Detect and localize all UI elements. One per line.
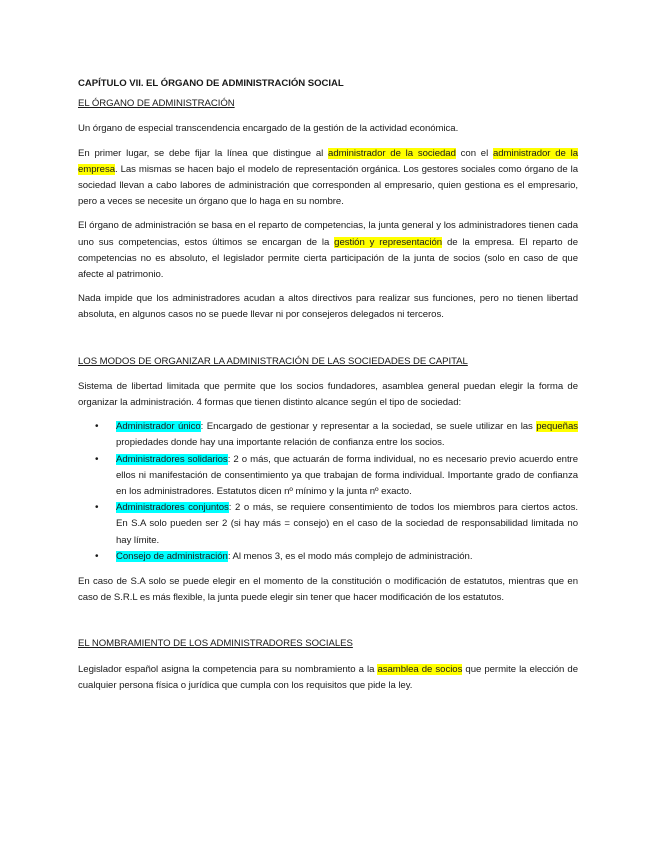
text-run: propiedades donde hay una importante relación de confianza entre los socios.	[116, 437, 445, 449]
paragraph: Nada impide que los administradores acudan a altos directivos para realizar sus funciones, pero no tienen libertad absoluta, en algunos casos no se puede llevar ni por consejeros delegados ni terceros.	[78, 293, 578, 321]
document-page	[78, 76, 578, 702]
section-heading-organo: EL ÓRGANO DE ADMINISTRACIÓN	[78, 98, 235, 110]
section-heading-nombramiento: EL NOMBRAMIENTO DE LOS ADMINISTRADORES SOCIALES	[78, 638, 353, 650]
highlighted-text: pequeñas	[536, 421, 578, 433]
bullet-icon: •	[95, 421, 99, 433]
section-heading-modos: LOS MODOS DE ORGANIZAR LA ADMINISTRACIÓN DE LAS SOCIEDADES DE CAPITAL	[78, 355, 468, 367]
list-item	[95, 419, 578, 451]
bullet-icon: •	[95, 550, 99, 562]
chapter-title: CAPÍTULO VII. EL ÓRGANO DE ADMINISTRACIÓN SOCIAL	[78, 78, 344, 89]
highlighted-term: Administradores conjuntos	[116, 502, 229, 514]
highlighted-term: Administrador único	[116, 421, 201, 433]
bullet-list	[78, 419, 578, 565]
highlighted-text: administrador de la sociedad	[328, 147, 456, 159]
text-run: : 2 o más, se requiere consentimiento de todos los miembros para ciertos actos. En S.A solo pueden ser 2 (si hay más = consejo) en el caso de la sociedad de responsabilidad limitada no hay límite.	[116, 502, 578, 546]
text-run: El órgano de administración se basa en el reparto de competencias, la junta general y los administradores tienen cada uno sus competencias, estos últimos se encargan de la	[78, 220, 578, 248]
highlighted-text: administrador de la empresa	[78, 147, 578, 175]
paragraph: Un órgano de especial transcendencia encargado de la gestión de la actividad económica.	[78, 123, 459, 135]
bullet-icon: •	[95, 453, 99, 465]
paragraph: En caso de S.A solo se puede elegir en el momento de la constitución o modificación de estatutos, mientras que en caso de S.R.L es más flexible, la junta puede elegir sin tener que hacer modificación de los estatutos.	[78, 576, 578, 604]
text-run: En primer lugar, se debe fijar la línea que distingue al	[78, 147, 329, 159]
list-item	[95, 452, 578, 501]
text-run: : Al menos 3, es el modo más complejo de administración.	[227, 550, 473, 562]
paragraph: Sistema de libertad limitada que permite que los socios fundadores, asamblea general puedan elegir la forma de organizar la administración. 4 formas que tienen distinto alcance según el tipo de sociedad:	[78, 380, 578, 409]
highlighted-text: gestión y representación	[334, 236, 443, 248]
list-item	[95, 549, 578, 565]
highlighted-term: Consejo de administración	[116, 550, 228, 562]
text-run: que permite la elección de cualquier persona física o jurídica que cumpla con los requisitos que pide la ley.	[78, 663, 578, 691]
highlighted-term: Administradores solidarios	[116, 453, 228, 465]
text-run: : 2 o más, que actuarán de forma individual, no es necesario previo acuerdo entre ellos ni manifestación de consentimiento ya que trabajan de forma individual. Importante grado de confianza en los administradores. Estatutos dicen nº mínimo y la junta nº exacto.	[116, 453, 578, 498]
text-run: . Las mismas se hacen bajo el modelo de representación orgánica. Los gestores sociales como órgano de la sociedad llevan a cabo labores de administración que corresponden al empresario, quien gestiona es el empresario, pero a veces se necesite un órgano que lo haga en su nombre.	[78, 163, 578, 208]
paragraph	[78, 662, 578, 694]
bullet-icon: •	[95, 502, 99, 514]
highlighted-text: asamblea de socios	[377, 663, 463, 675]
text-run: de la empresa. El reparto de competencias no es absoluto, el legislador permite cierta participación de la junta de socios (solo en caso de que afecte al patrimonio.	[78, 236, 578, 281]
spacer	[78, 332, 578, 354]
list-item	[95, 500, 578, 549]
spacer	[78, 614, 578, 636]
paragraph	[78, 146, 578, 211]
text-run: : Encargado de gestionar y representar a la sociedad, se suele utilizar en las	[200, 421, 537, 433]
text-run: con el	[455, 147, 493, 159]
paragraph	[78, 218, 578, 283]
text-run: Legislador español asigna la competencia para su nombramiento a la	[78, 663, 378, 675]
